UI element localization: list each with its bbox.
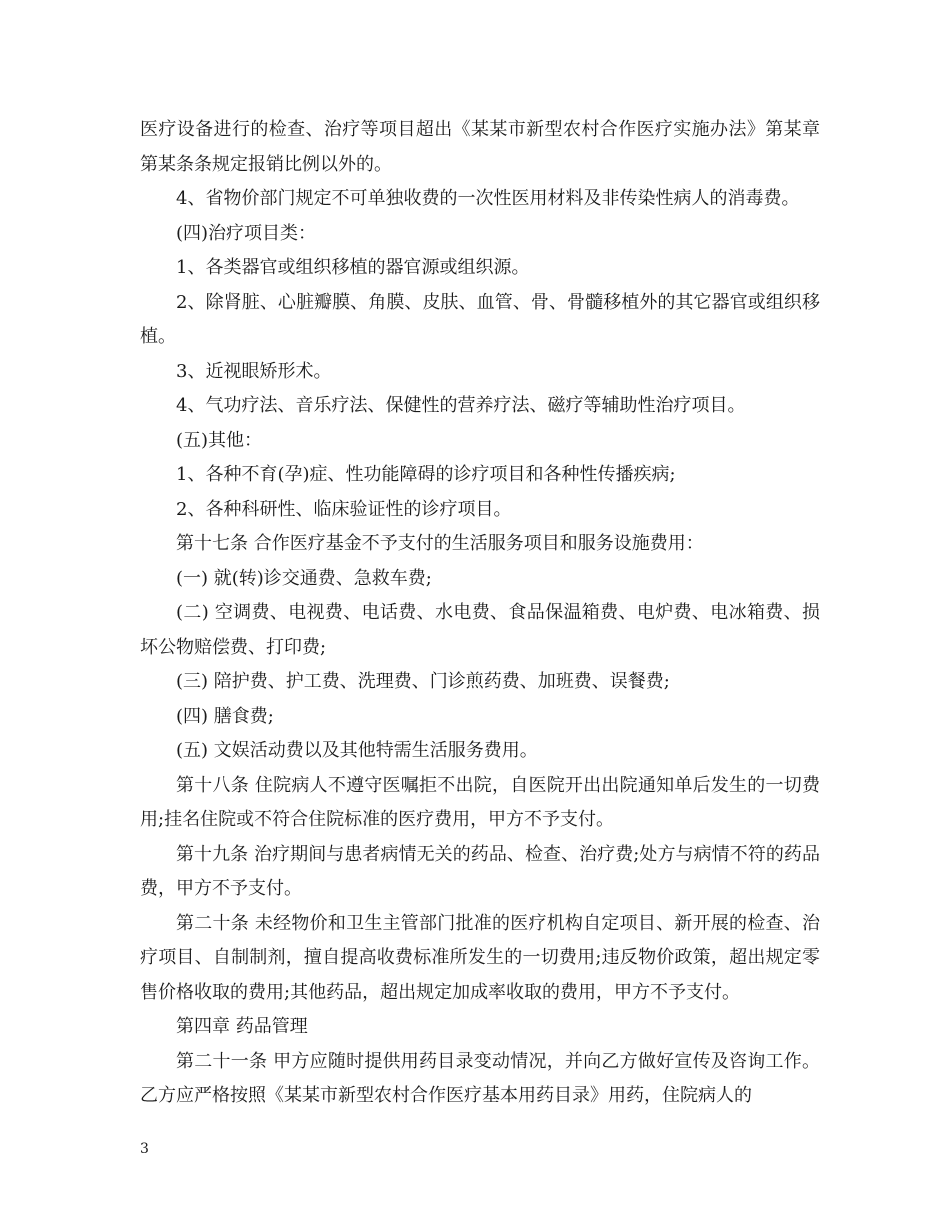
article-paragraph: 第二十一条 甲方应随时提供用药目录变动情况，并向乙方做好宣传及咨询工作。乙方应严格按照《某某市新型农村合作医疗基本用药目录》用药，住院病人的 [140,1050,820,1106]
paragraph: (一) 就(转)诊交通费、急救车费; [176,567,432,589]
page-number: 3 [140,1141,149,1157]
paragraph: (五) 文娱活动费以及其他特需生活服务费用。 [176,740,538,761]
paragraph: (二) 空调费、电视费、电话费、水电费、食品保温箱费、电炉费、电冰箱费、损坏公物赔偿费、打印费; [140,602,820,658]
chapter-heading: 第四章 药品管理 [176,1016,308,1037]
paragraph: 1、各种不育(孕)症、性功能障碍的诊疗项目和各种性传播疾病; [176,464,676,485]
paragraph: 1、各类器官或组织移植的器官源或组织源。 [176,257,530,278]
article-paragraph: 第十七条 合作医疗基金不予支付的生活服务项目和服务设施费用： [176,533,704,554]
section-heading: (四)治疗项目类： [176,222,317,244]
paragraph: (四) 膳食费; [176,705,274,727]
paragraph: (三) 陪护费、护工费、洗理费、门诊煎药费、加班费、误餐费; [176,671,670,692]
article-paragraph: 第二十条 未经物价和卫生主管部门批准的医疗机构自定项目、新开展的检查、治疗项目、自制制剂，擅自提高收费标准所发生的一切费用;违反物价政策，超出规定零售价格收取的费用;其他药品，超出规定加成率收取的费用，甲方不予支付。 [140,912,820,1003]
paragraph: 2、各种科研性、临床验证性的诊疗项目。 [176,498,512,520]
document-body [140,113,820,1114]
paragraph: 4、气功疗法、音乐疗法、保健性的营养疗法、磁疗等辅助性治疗项目。 [176,395,746,416]
article-paragraph: 第十九条 治疗期间与患者病情无关的药品、检查、治疗费;处方与病情不符的药品费，甲方不予支付。 [140,843,820,899]
section-heading: (五)其他： [176,429,263,451]
paragraph: 2、除肾脏、心脏瓣膜、角膜、皮肤、血管、骨、骨髓移植外的其它器官或组织移植。 [140,291,820,347]
article-paragraph: 第十八条 住院病人不遵守医嘱拒不出院，自医院开出出院通知单后发生的一切费用;挂名住院或不符合住院标准的医疗费用，甲方不予支付。 [140,774,820,830]
paragraph: 医疗设备进行的检查、治疗等项目超出《某某市新型农村合作医疗实施办法》第某章第某条条规定报销比例以外的。 [140,119,820,175]
paragraph: 3、近视眼矫形术。 [176,360,332,382]
paragraph: 4、省物价部门规定不可单独收费的一次性医用材料及非传染性病人的消毒费。 [176,188,800,209]
